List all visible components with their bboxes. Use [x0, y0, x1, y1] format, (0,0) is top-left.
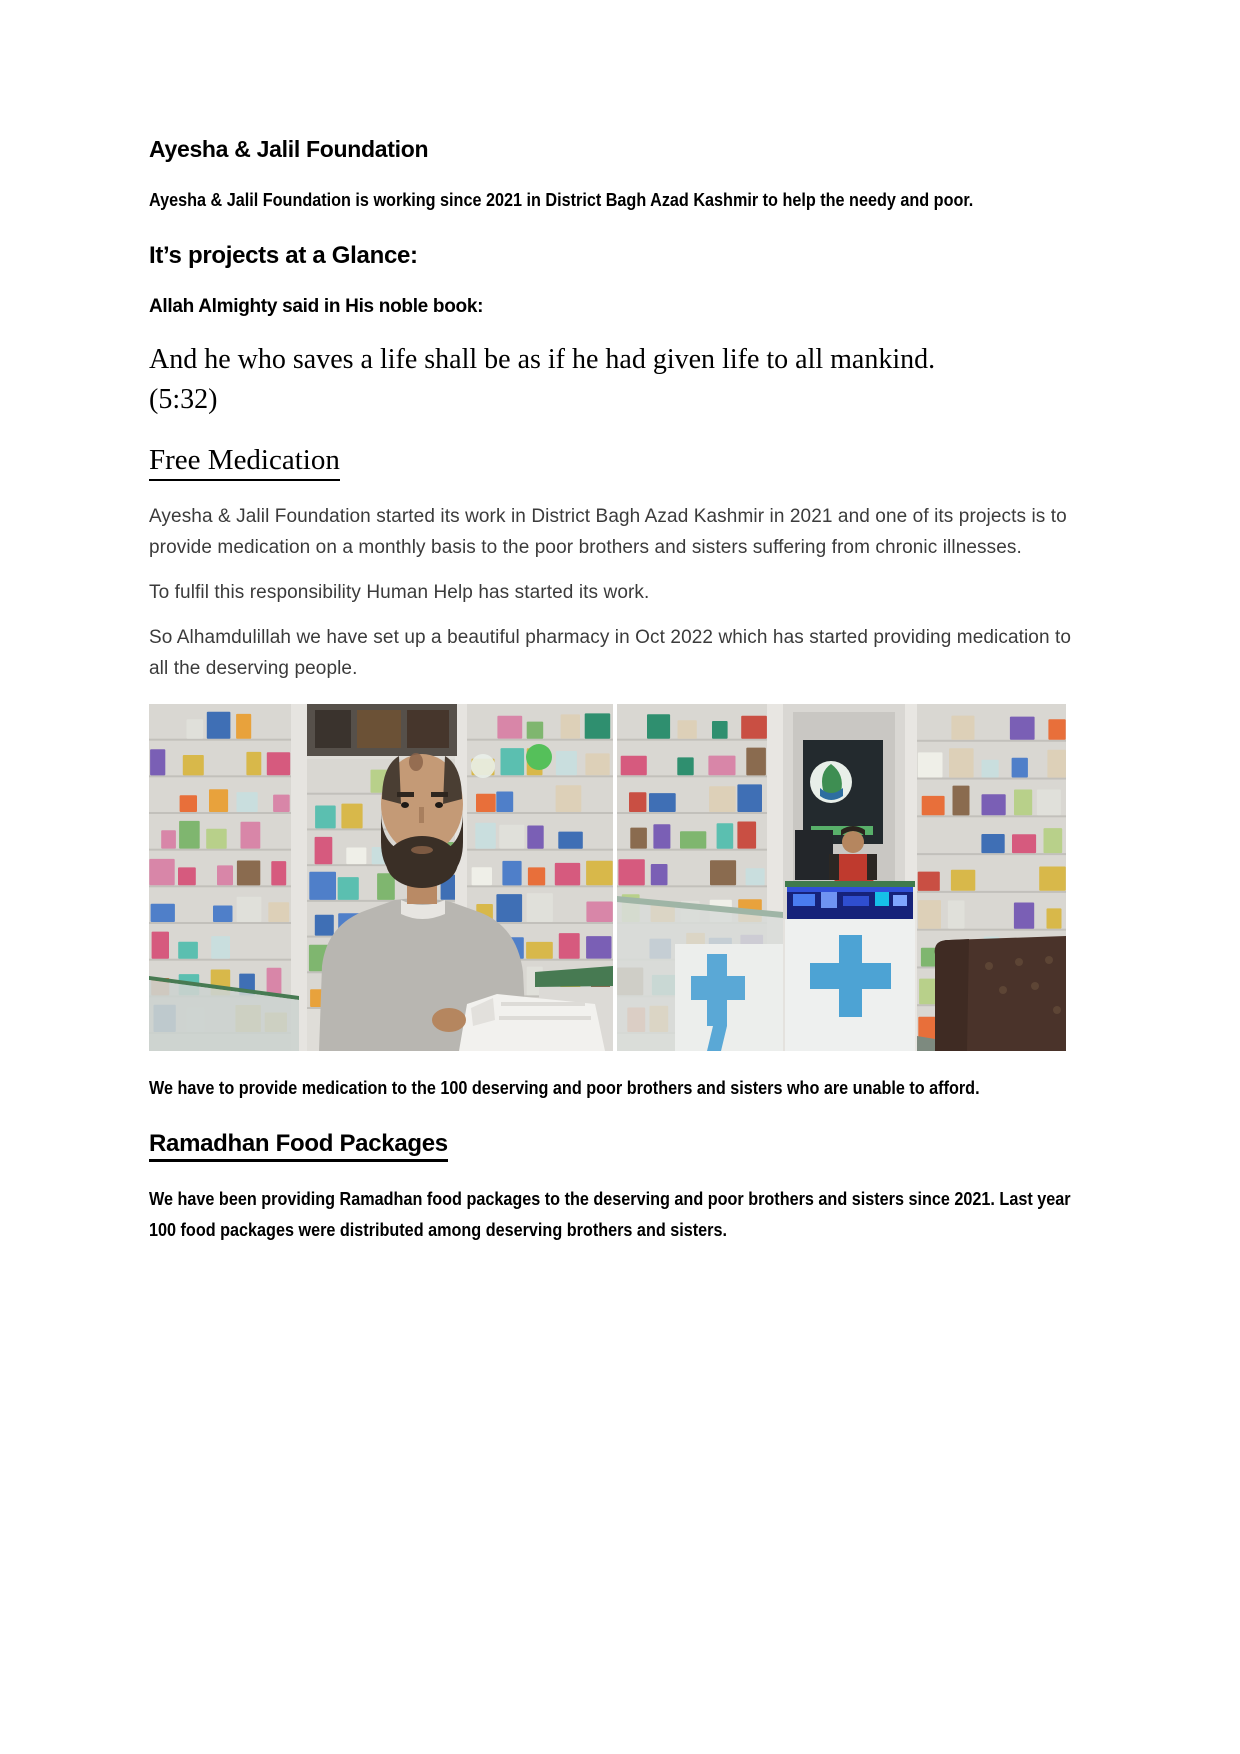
page-title: Ayesha & Jalil Foundation — [149, 136, 429, 162]
pharmacy-photo-right — [617, 704, 1066, 1051]
free-medication-paragraph-3: So Alhamdulillah we have set up a beautiful pharmacy in Oct 2022 which has started providing medication to all the deserving people. — [149, 627, 1072, 679]
quran-lead: Allah Almighty said in His noble book: — [149, 296, 484, 317]
free-medication-heading: Free Medication — [149, 444, 1092, 477]
pharmacy-photos-row — [149, 704, 1092, 1051]
ramadhan-paragraph: We have been providing Ramadhan food packages to the deserving and poor brothers and sisters since 2021. Last year 100 food packages were distributed among deserving brothers and sisters. — [149, 1189, 1071, 1240]
glance-heading: It’s projects at a Glance: — [149, 242, 418, 269]
cashier-figure — [842, 831, 864, 853]
ramadhan-heading: Ramadhan Food Packages — [149, 1130, 1092, 1158]
free-medication-paragraph-2: To fulfil this responsibility Human Help has started its work. — [149, 582, 650, 603]
intro-paragraph: Ayesha & Jalil Foundation is working since 2021 in District Bagh Azad Kashmir to help the needy and poor. — [149, 190, 974, 210]
brown-sofa — [935, 936, 1066, 1051]
pharmacy-photo-left — [149, 704, 613, 1051]
quran-quote — [149, 340, 1092, 420]
green-balloon — [526, 744, 552, 770]
quote-line-1: And he who saves a life shall be as if he had given life to all mankind. — [149, 344, 936, 375]
free-medication-paragraph-1: Ayesha & Jalil Foundation started its work in District Bagh Azad Kashmir in 2021 and one of its projects is to provide medication on a monthly basis to the poor brothers and sisters suffering from chronic illnesses. — [149, 506, 1067, 558]
quote-line-2: (5:32) — [149, 384, 218, 415]
white-balloon — [471, 754, 495, 778]
free-medication-paragraph-4: We have to provide medication to the 100 deserving and poor brothers and sisters who are unable to afford. — [149, 1078, 980, 1098]
